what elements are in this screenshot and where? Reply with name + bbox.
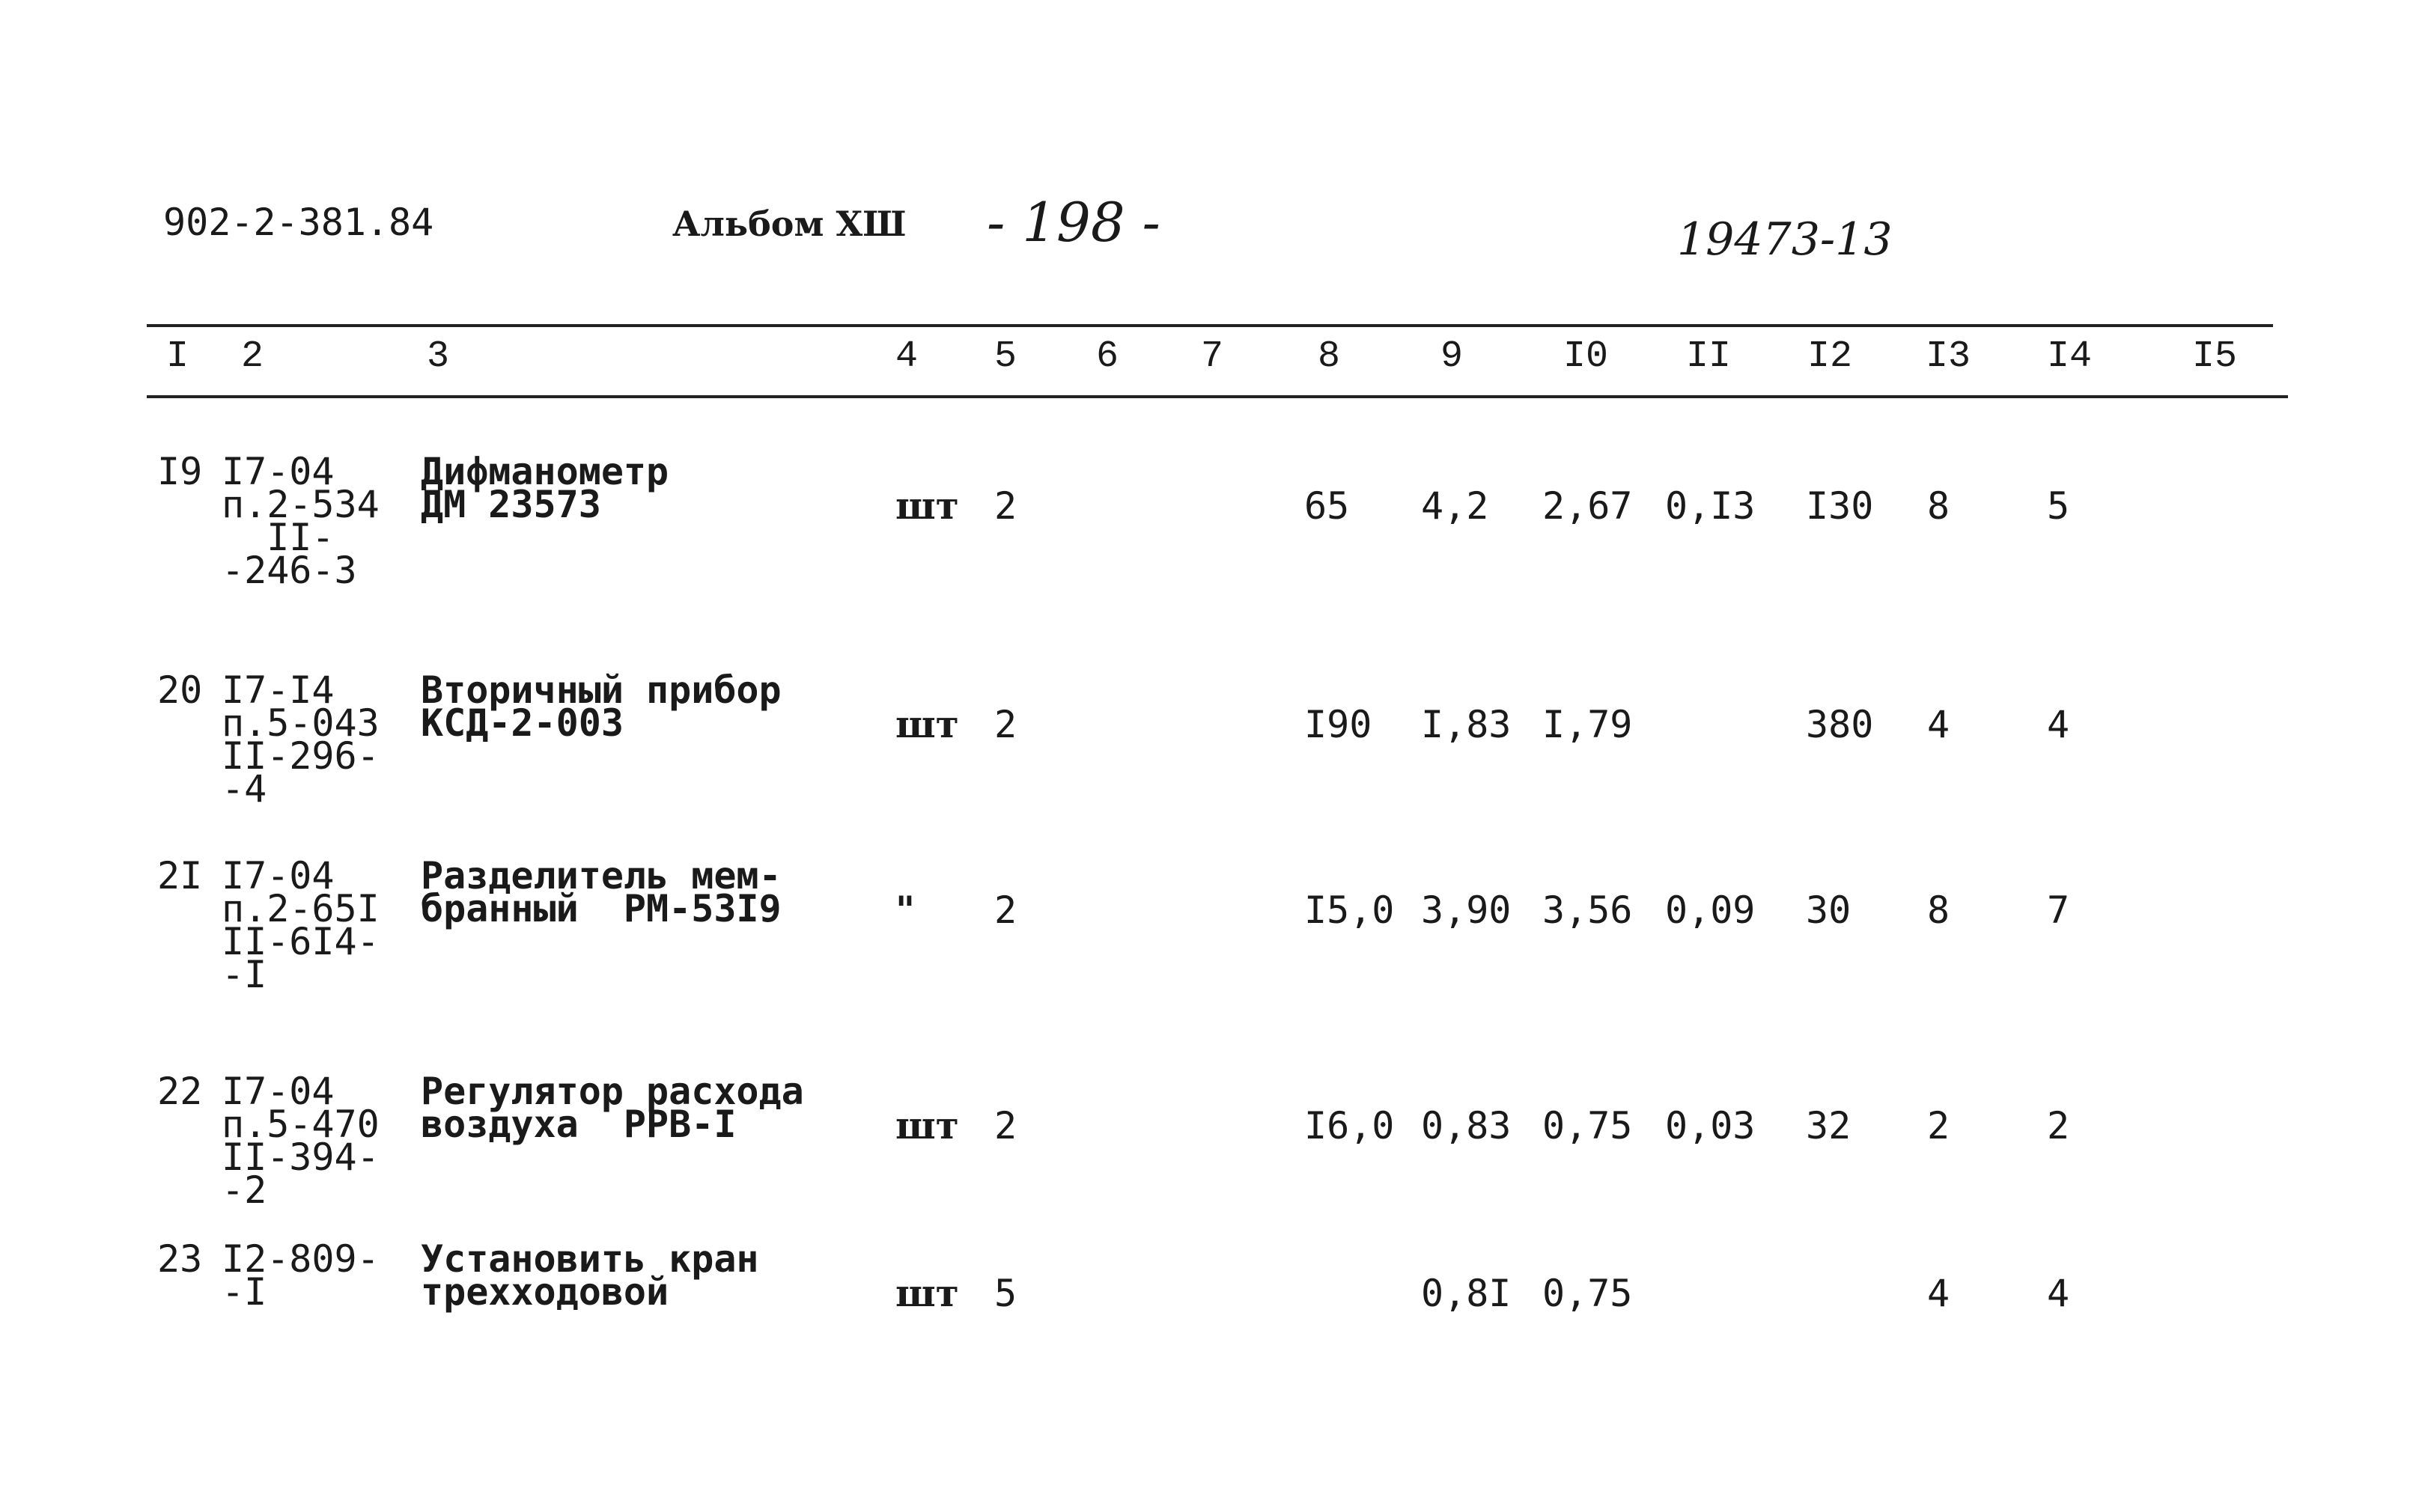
col-13-value: 2 <box>1927 1104 1950 1147</box>
col-10-value: I,79 <box>1542 703 1633 746</box>
col-13-value: 4 <box>1927 1272 1950 1315</box>
col-10-value: 2,67 <box>1542 484 1633 528</box>
column-header: I5 <box>2192 335 2238 378</box>
unit: " <box>895 888 916 932</box>
col-12-value: 380 <box>1806 703 1874 746</box>
col-12-value: 30 <box>1806 888 1852 932</box>
quantity: 2 <box>994 1104 1017 1147</box>
row-number: 23 <box>157 1237 203 1281</box>
column-header: I3 <box>1926 335 1971 378</box>
quantity: 2 <box>994 888 1017 932</box>
column-header: 2 <box>241 335 264 378</box>
row-number: 2I <box>157 854 203 897</box>
row-number: I9 <box>157 450 203 493</box>
col-10-value: 3,56 <box>1542 888 1633 932</box>
column-header: 4 <box>895 335 919 378</box>
col-11-value: 0,03 <box>1665 1104 1756 1147</box>
column-header: 5 <box>994 335 1017 378</box>
norm-code: I7-04 п.2-65I II-6I4- -I <box>222 854 380 996</box>
album-label: Альбом XШ <box>672 204 907 244</box>
item-name: Регулятор расхода воздуха РРВ-I <box>421 1070 804 1146</box>
col-8-value: I5,0 <box>1304 888 1395 932</box>
column-header: 9 <box>1440 335 1464 378</box>
col-9-value: 0,83 <box>1421 1104 1512 1147</box>
col-12-value: 32 <box>1806 1104 1852 1147</box>
unit: шт <box>895 702 959 746</box>
col-8-value: I90 <box>1304 703 1372 746</box>
col-11-value: 0,09 <box>1665 888 1756 932</box>
norm-code: I7-04 п.2-534 II- -246-3 <box>222 450 380 592</box>
col-10-value: 0,75 <box>1542 1104 1633 1147</box>
row-number: 20 <box>157 668 203 712</box>
column-header: I0 <box>1563 335 1609 378</box>
item-name: Разделитель мем- бранный РМ-53I9 <box>421 854 782 930</box>
quantity: 2 <box>994 703 1017 746</box>
table-top-rule <box>147 324 2273 327</box>
unit: шт <box>895 1271 959 1315</box>
item-name: Вторичный прибор КСД-2-003 <box>421 668 782 745</box>
col-14-value: 7 <box>2047 888 2070 932</box>
column-header: 3 <box>427 335 450 378</box>
col-14-value: 4 <box>2047 703 2070 746</box>
quantity: 5 <box>994 1272 1017 1315</box>
column-header: I4 <box>2047 335 2093 378</box>
item-name: Установить кран трехходовой <box>421 1237 759 1314</box>
column-header: I <box>166 335 189 378</box>
norm-code: I7-04 п.5-470 II-394- -2 <box>222 1070 380 1212</box>
quantity: 2 <box>994 484 1017 528</box>
page-number-mark: - 198 - <box>987 191 1160 254</box>
col-13-value: 8 <box>1927 484 1950 528</box>
column-header: 6 <box>1096 335 1119 378</box>
unit: шт <box>895 1103 959 1147</box>
col-12-value: I30 <box>1806 484 1874 528</box>
col-14-value: 5 <box>2047 484 2070 528</box>
document-code: 902-2-381.84 <box>163 201 434 244</box>
col-11-value: 0,I3 <box>1665 484 1756 528</box>
column-header: 8 <box>1318 335 1341 378</box>
col-9-value: 4,2 <box>1421 484 1489 528</box>
col-9-value: I,83 <box>1421 703 1512 746</box>
col-8-value: 65 <box>1304 484 1350 528</box>
item-name: Дифманометр ДМ 23573 <box>421 450 669 526</box>
row-number: 22 <box>157 1070 203 1113</box>
col-13-value: 4 <box>1927 703 1950 746</box>
col-14-value: 4 <box>2047 1272 2070 1315</box>
column-header: I2 <box>1807 335 1853 378</box>
col-14-value: 2 <box>2047 1104 2070 1147</box>
table-header-rule <box>147 395 2288 398</box>
col-13-value: 8 <box>1927 888 1950 932</box>
column-header: 7 <box>1201 335 1224 378</box>
column-header: II <box>1686 335 1732 378</box>
handwritten-number: 19473-13 <box>1677 213 1893 266</box>
col-9-value: 0,8I <box>1421 1272 1512 1315</box>
col-9-value: 3,90 <box>1421 888 1512 932</box>
norm-code: I7-I4 п.5-043 II-296- -4 <box>222 668 380 811</box>
unit: шт <box>895 484 959 528</box>
norm-code: I2-809- -I <box>222 1237 380 1314</box>
col-8-value: I6,0 <box>1304 1104 1395 1147</box>
col-10-value: 0,75 <box>1542 1272 1633 1315</box>
